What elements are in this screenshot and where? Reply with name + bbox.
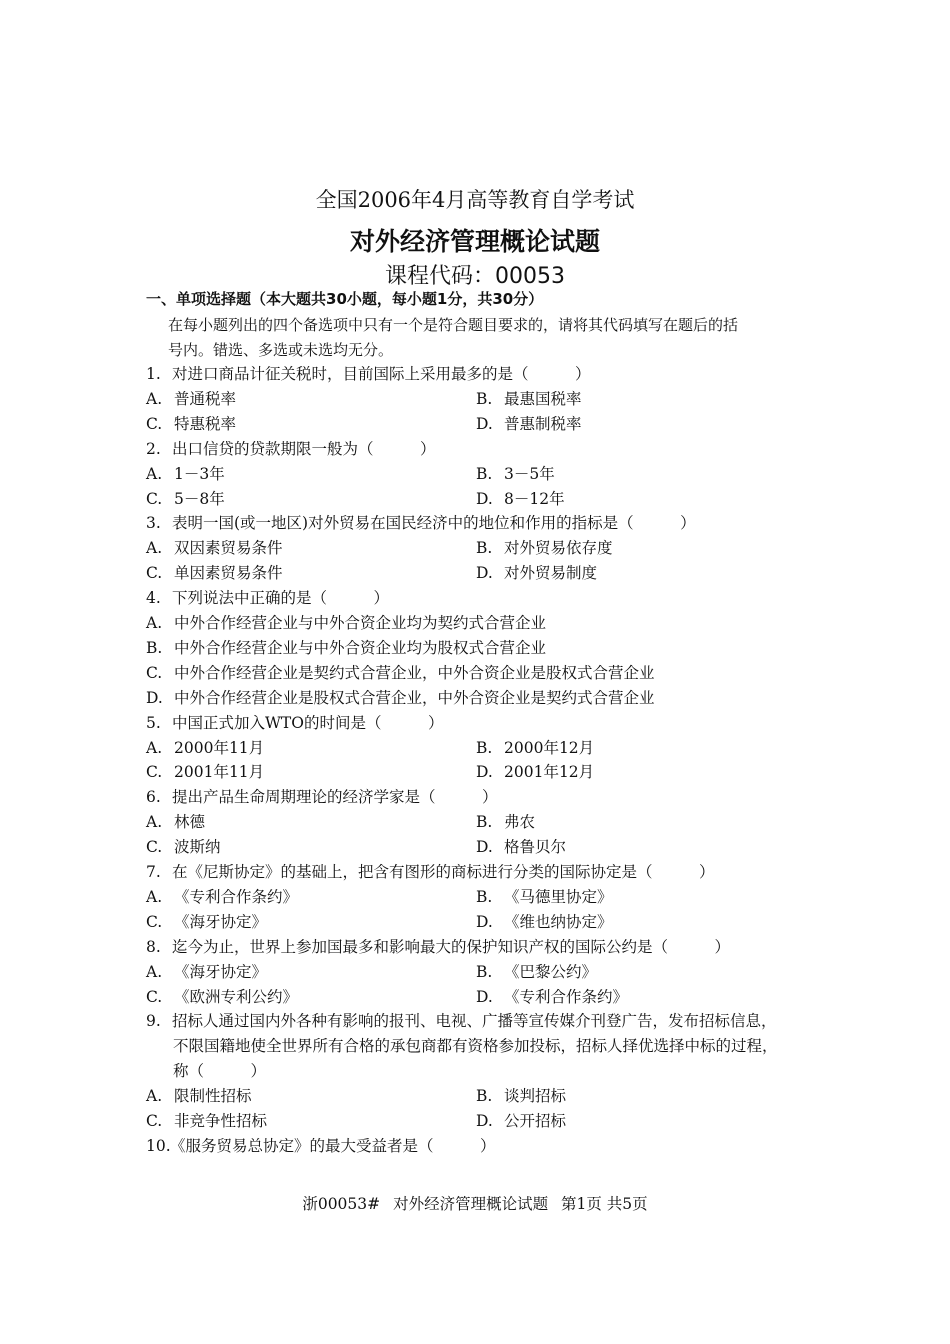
answer-option: [146, 611, 546, 633]
option-text: 林德: [174, 813, 206, 832]
option-text: 普惠制税率: [504, 414, 582, 433]
option-letter: D.: [476, 489, 493, 508]
question-stem: [146, 1009, 777, 1031]
option-text: 波斯纳: [174, 838, 221, 857]
option-text: 中外合作经营企业与中外合资企业均为契约式合营企业: [174, 614, 547, 632]
option-letter: D.: [476, 414, 493, 433]
answer-option: [146, 387, 236, 409]
answer-option: [146, 536, 283, 558]
question-number: 2.: [146, 439, 161, 458]
option-text: 中外合作经营企业是契约式合营企业，中外合资企业是股权式合营企业: [174, 663, 655, 682]
option-letter: C.: [146, 987, 163, 1006]
answer-option: [476, 885, 613, 907]
option-letter: B.: [476, 962, 493, 981]
option-letter: D.: [476, 564, 493, 583]
option-letter: B.: [476, 389, 493, 408]
option-text: 特惠税率: [174, 414, 237, 433]
option-text: 8－12年: [504, 489, 565, 508]
option-text: 《欧洲专利公约》: [174, 987, 299, 1006]
question-text: 表明一国(或一地区)对外贸易在国民经济中的地位和作用的指标是（ ）: [172, 514, 696, 533]
question-stem: [146, 1134, 496, 1156]
question-text-continued: 称（ ）: [173, 1062, 267, 1081]
page-footer: [0, 1192, 950, 1214]
option-letter: C.: [146, 414, 163, 433]
answer-option: [146, 462, 225, 484]
option-letter: C.: [146, 763, 163, 782]
option-letter: B.: [476, 1087, 493, 1106]
question-number: 9.: [146, 1012, 161, 1031]
course-code: 课程代码：00053: [385, 264, 565, 289]
question-text: 下列说法中正确的是（ ）: [172, 589, 390, 608]
option-text: 弗农: [504, 813, 536, 832]
option-letter: C.: [146, 663, 163, 682]
option-letter: B.: [476, 464, 493, 483]
answer-option: [476, 412, 582, 434]
question-number: 10.: [146, 1136, 171, 1155]
option-text: 中外合作经营企业与中外合资企业均为股权式合营企业: [174, 638, 547, 657]
answer-option: [146, 1109, 267, 1131]
option-text: 《马德里协定》: [504, 887, 613, 906]
answer-option: [146, 661, 655, 683]
option-text: 《维也纳协定》: [504, 912, 613, 931]
option-letter: C.: [146, 912, 163, 931]
answer-option: [146, 487, 225, 509]
question-number: 5.: [146, 713, 161, 732]
option-text: 5－8年: [174, 489, 225, 508]
option-text: 《海牙协定》: [174, 912, 268, 931]
answer-option: [476, 1084, 566, 1106]
question-text: 中国正式加入WTO的时间是（ ）: [172, 713, 444, 732]
answer-option: [146, 810, 205, 832]
question-stem: [146, 785, 498, 807]
option-text: 《海牙协定》: [174, 962, 268, 981]
answer-option: [476, 487, 565, 509]
option-letter: A.: [146, 614, 163, 632]
question-stem: [146, 935, 730, 957]
option-text: 2001年12月: [504, 763, 595, 782]
option-text: 1－3年: [174, 464, 225, 483]
answer-option: [146, 835, 221, 857]
question-stem: [146, 437, 436, 459]
answer-option: [146, 985, 298, 1007]
answer-option: [476, 760, 594, 782]
answer-option: [146, 760, 264, 782]
question-number: 7.: [146, 863, 161, 881]
option-text: 谈判招标: [504, 1087, 567, 1106]
option-letter: B.: [146, 638, 163, 657]
question-text: 《服务贸易总协定》的最大受益者是（ ）: [170, 1136, 496, 1155]
answer-option: [476, 910, 613, 932]
answer-option: [476, 561, 597, 583]
answer-option: [476, 960, 597, 982]
question-text: 在《尼斯协定》的基础上，把含有图形的商标进行分类的国际协定是（ ）: [172, 863, 715, 881]
answer-option: [146, 686, 655, 708]
option-letter: D.: [146, 688, 163, 707]
option-letter: A.: [146, 813, 163, 832]
option-letter: C.: [146, 564, 163, 583]
answer-option: [146, 960, 267, 982]
option-letter: B.: [476, 738, 493, 757]
answer-option: [476, 810, 535, 832]
answer-option: [476, 536, 613, 558]
footer-page-number: 第1页 共5页: [561, 1195, 648, 1213]
option-text: 公开招标: [504, 1112, 567, 1130]
option-text: 2000年12月: [504, 738, 595, 757]
answer-option: [146, 1084, 252, 1106]
answer-option: [146, 910, 267, 932]
answer-option: [146, 736, 264, 758]
section-instructions-line-2: 号内。错选、多选或未选均无分。: [168, 341, 394, 359]
option-letter: A.: [146, 962, 163, 981]
section-heading: 一、单项选择题（本大题共30小题，每小题1分，共30分）: [146, 290, 544, 308]
option-letter: A.: [146, 389, 163, 408]
option-letter: D.: [476, 838, 493, 857]
question-text: 招标人通过国内外各种有影响的报刊、电视、广播等宣传媒介刊登广告，发布招标信息，: [172, 1012, 777, 1031]
option-letter: D.: [476, 912, 493, 931]
option-text: 《专利合作条约》: [504, 987, 629, 1006]
option-text: 单因素贸易条件: [174, 564, 283, 583]
footer-title: 对外经济管理概论试题: [393, 1195, 549, 1213]
option-text: 2001年11月: [174, 763, 265, 782]
question-text-continued: 不限国籍地使全世界所有合格的承包商都有资格参加投标，招标人择优选择中标的过程，: [173, 1037, 778, 1056]
option-text: 中外合作经营企业是股权式合营企业，中外合资企业是契约式合营企业: [174, 688, 655, 707]
answer-option: [146, 412, 236, 434]
option-letter: D.: [476, 763, 493, 782]
option-letter: A.: [146, 738, 163, 757]
question-number: 4.: [146, 589, 161, 608]
option-text: 非竞争性招标: [174, 1112, 268, 1130]
option-text: 《巴黎公约》: [504, 962, 598, 981]
option-text: 最惠国税率: [504, 389, 582, 408]
option-text: 普通税率: [174, 389, 237, 408]
answer-option: [476, 462, 555, 484]
option-letter: C.: [146, 838, 163, 857]
option-letter: A.: [146, 464, 163, 483]
question-text: 迄今为止，世界上参加国最多和影响最大的保护知识产权的国际公约是（ ）: [172, 937, 731, 956]
option-letter: C.: [146, 489, 163, 508]
option-text: 双因素贸易条件: [174, 539, 283, 558]
option-text: 限制性招标: [174, 1087, 252, 1106]
option-letter: A.: [146, 1087, 163, 1106]
option-text: 2000年11月: [174, 738, 265, 757]
subject-title: 对外经济管理概论试题: [349, 227, 600, 256]
question-stem: [146, 511, 696, 533]
answer-option: [146, 636, 546, 658]
option-letter: A.: [146, 539, 163, 558]
section-instructions-line-1: 在每小题列出的四个备选项中只有一个是符合题目要求的，请将其代码填写在题后的括: [168, 316, 739, 334]
question-text: 提出产品生命周期理论的经济学家是（ ）: [172, 788, 498, 807]
answer-option: [146, 885, 298, 907]
option-text: 3－5年: [504, 464, 555, 483]
option-letter: B.: [476, 887, 493, 906]
answer-option: [476, 387, 582, 409]
option-letter: D.: [476, 1112, 493, 1130]
answer-option: [476, 985, 628, 1007]
footer-code: 浙00053#: [302, 1195, 381, 1213]
option-letter: B.: [476, 539, 493, 558]
answer-option: [476, 1109, 566, 1131]
question-text: 出口信贷的贷款期限一般为（ ）: [172, 439, 436, 458]
option-text: 《专利合作条约》: [174, 887, 299, 906]
question-text: 对进口商品计征关税时，目前国际上采用最多的是（ ）: [172, 365, 591, 383]
option-letter: B.: [476, 813, 493, 832]
exam-title: 全国2006年4月高等教育自学考试: [315, 188, 635, 212]
question-stem: [146, 711, 443, 733]
question-number: 1.: [146, 365, 161, 383]
option-letter: A.: [146, 887, 163, 906]
question-number: 3.: [146, 514, 161, 533]
answer-option: [476, 835, 566, 857]
answer-option: [146, 561, 283, 583]
question-stem: [146, 362, 591, 384]
option-letter: D.: [476, 987, 493, 1006]
question-number: 8.: [146, 937, 161, 956]
option-letter: C.: [146, 1112, 163, 1130]
question-stem: [146, 860, 715, 882]
option-text: 格鲁贝尔: [504, 838, 567, 857]
question-stem: [146, 586, 389, 608]
option-text: 对外贸易制度: [504, 564, 598, 583]
answer-option: [476, 736, 594, 758]
option-text: 对外贸易依存度: [504, 539, 613, 558]
question-number: 6.: [146, 788, 161, 807]
